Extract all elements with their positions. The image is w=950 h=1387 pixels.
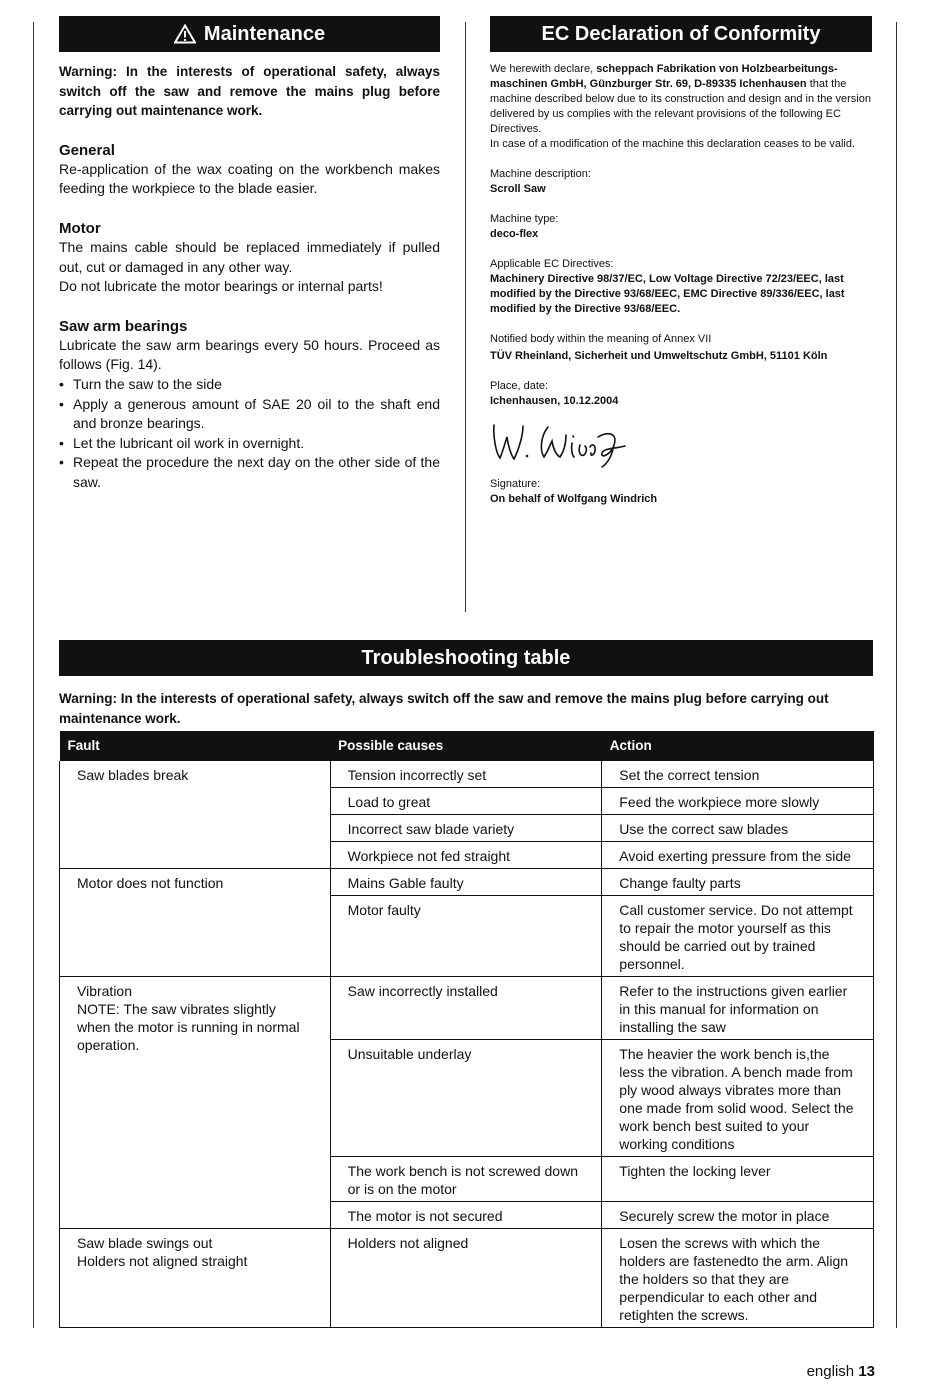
motor-text: The mains cable should be replaced immediately if pulled out, cut or damaged in any other way.	[59, 238, 440, 275]
left-margin-rule	[33, 22, 34, 1328]
machine-type-label: Machine type:	[490, 213, 559, 225]
declaration-section	[490, 62, 872, 507]
company-address: scheppach Fabrikation von Holzbearbeitungs-maschinen GmbH, Günzburger Str. 69, D-89335 Ichenhausen	[490, 63, 838, 90]
declaration-header	[490, 16, 872, 52]
bearings-steps	[59, 375, 440, 493]
intro-end: that the machine described below due to its construction and design and in the version delivered by us complies with the relevant provisions of the following EC Directives.	[490, 78, 871, 135]
bearings-text: Lubricate the saw arm bearings every 50 hours. Proceed as follows (Fig. 14).	[59, 336, 440, 373]
header-causes: Possible causes	[330, 731, 602, 761]
page-number: 13	[858, 1363, 875, 1380]
cause-cell: Load to great	[330, 788, 602, 815]
motor-heading: Motor	[59, 219, 101, 237]
list-item: • Apply a generous amount of SAE 20 oil to the shaft end and bronze bearings.	[59, 395, 440, 434]
fault-cell: Saw blades break	[60, 761, 331, 869]
machine-type: deco-flex	[490, 228, 539, 240]
cause-cell: Tension incorrectly set	[330, 761, 602, 788]
declaration-title: EC Declaration of Conformity	[541, 22, 821, 45]
table-row	[60, 869, 874, 896]
maintenance-warning: Warning: In the interests of operational safety, always switch off the saw and remove the mains plug before carrying out maintenance work.	[59, 64, 440, 119]
action-cell: Call customer service. Do not attempt to repair the motor yourself as this should be carried out by trained personnel.	[602, 896, 874, 977]
column-divider	[465, 22, 466, 612]
table-header-row	[60, 731, 874, 761]
directives: Machinery Directive 98/37/EC, Low Voltage Directive 72/23/EEC, last modified by the Directive 93/68/EEC, EMC Directive 89/336/EEC, last modified by the Directive 93/68/EEC.	[490, 273, 845, 315]
action-cell: Feed the workpiece more slowly	[602, 788, 874, 815]
cause-cell: The work bench is not screwed down or is on the motor	[330, 1157, 602, 1202]
place-date: Ichenhausen, 10.12.2004	[490, 395, 619, 407]
troubleshooting-warning: Warning: In the interests of operational safety, always switch off the saw and remove the mains plug before carrying out maintenance work.	[59, 691, 829, 726]
right-margin-rule	[896, 22, 897, 1328]
page-footer	[807, 1363, 875, 1380]
list-item: • Let the lubricant oil work in overnight.	[59, 434, 440, 454]
notified-body-label: Notified body within the meaning of Annex VII	[490, 333, 712, 345]
action-cell: Change faulty parts	[602, 869, 874, 896]
maintenance-header	[59, 16, 440, 52]
maintenance-section	[59, 62, 440, 493]
table-row	[60, 977, 874, 1040]
cause-cell: The motor is not secured	[330, 1202, 602, 1229]
list-item: • Repeat the procedure the next day on the other side of the saw.	[59, 453, 440, 492]
action-cell: The heavier the work bench is,the less the vibration. A bench made from ply wood always vibrates more than one made from solid wood. Select the work bench best suited to your working conditions	[602, 1040, 874, 1157]
bearings-heading: Saw arm bearings	[59, 317, 188, 335]
header-action: Action	[602, 731, 874, 761]
machine-description-label: Machine description:	[490, 168, 591, 180]
action-cell: Securely screw the motor in place	[602, 1202, 874, 1229]
handwritten-signature	[490, 415, 640, 473]
cause-cell: Holders not aligned	[330, 1229, 602, 1328]
footer-language: english	[806, 1363, 855, 1380]
table-row	[60, 1229, 874, 1328]
troubleshooting-table	[59, 731, 874, 1328]
list-item: • Turn the saw to the side	[59, 375, 440, 395]
action-cell: Refer to the instructions given earlier in this manual for information on installing the saw	[602, 977, 874, 1040]
action-cell: Tighten the locking lever	[602, 1157, 874, 1202]
machine-description: Scroll Saw	[490, 183, 546, 195]
troubleshooting-title: Troubleshooting table	[361, 646, 571, 669]
troubleshooting-header	[59, 640, 873, 676]
action-cell: Losen the screws with which the holders are fastenedto the arm. Align the holders so that they are perpendicular to each other and retighten the screws.	[602, 1229, 874, 1328]
action-cell: Set the correct tension	[602, 761, 874, 788]
cause-cell: Workpiece not fed straight	[330, 842, 602, 869]
cause-cell: Incorrect saw blade variety	[330, 815, 602, 842]
place-date-label: Place, date:	[490, 380, 549, 392]
fault-cell: Vibration NOTE: The saw vibrates slightly when the motor is running in normal operation.	[60, 977, 331, 1229]
cause-cell: Motor faulty	[330, 896, 602, 977]
general-heading: General	[59, 141, 115, 159]
declaration-intro	[490, 62, 872, 137]
warning-triangle-icon	[174, 24, 196, 44]
directives-label: Applicable EC Directives:	[490, 258, 614, 270]
fault-cell: Motor does not function	[60, 869, 331, 977]
cause-cell: Saw incorrectly installed	[330, 977, 602, 1040]
fault-cell: Saw blade swings out Holders not aligned straight	[60, 1229, 331, 1328]
general-text: Re-application of the wax coating on the workbench makes feeding the workpiece to the blade easier.	[59, 160, 440, 197]
motor-note: Do not lubricate the motor bearings or internal parts!	[59, 278, 383, 295]
action-cell: Avoid exerting pressure from the side	[602, 842, 874, 869]
cause-cell: Mains Gable faulty	[330, 869, 602, 896]
maintenance-title: Maintenance	[203, 22, 326, 45]
action-cell: Use the correct saw blades	[602, 815, 874, 842]
table-row	[60, 761, 874, 788]
notified-body: TÜV Rheinland, Sicherheit und Umweltschutz GmbH, 51101 Köln	[490, 350, 828, 362]
modification-note: In case of a modification of the machine this declaration ceases to be valid.	[490, 138, 856, 150]
intro-start: We herewith declare,	[490, 63, 597, 75]
signature-label: Signature:	[490, 478, 541, 490]
cause-cell: Unsuitable underlay	[330, 1040, 602, 1157]
signatory: On behalf of Wolfgang Windrich	[490, 493, 658, 505]
header-fault: Fault	[60, 731, 331, 761]
